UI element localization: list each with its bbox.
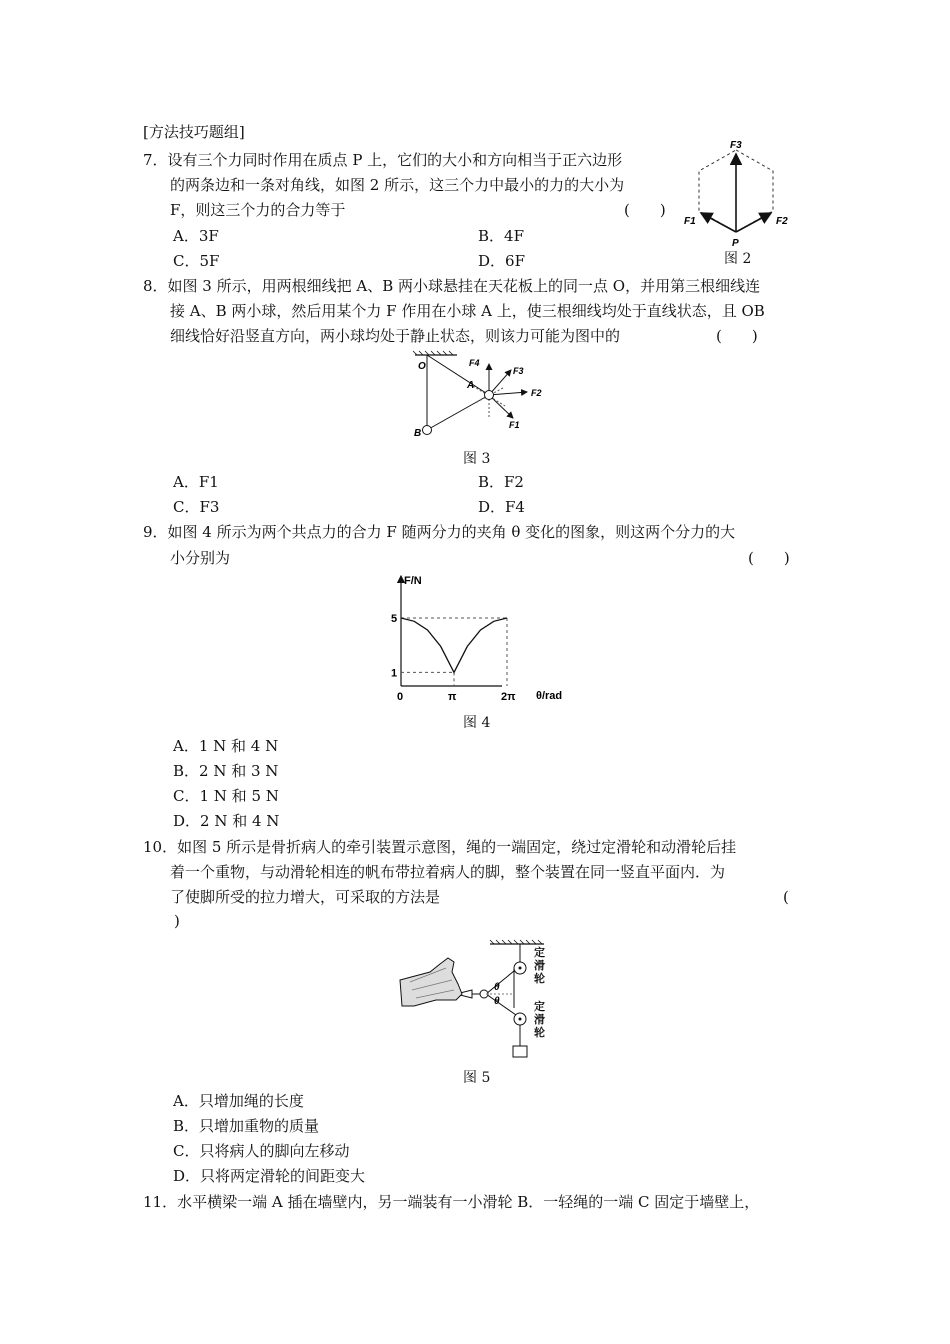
label-f2: F2 [531,388,542,398]
q11-line-1: 11．水平横梁一端 A 插在墙壁内，另一端装有一小滑轮 B．一轻绳的一端 C 固定于墙壁上， [143,1193,760,1211]
theta-lower: θ [494,996,500,1007]
q7-line-2: 的两条边和一条对角线，如图 2 所示，这三个力中最小的力的大小为 [170,176,625,194]
q10-option-b: B．只增加重物的质量 [173,1117,320,1135]
figure-5-caption: 图 5 [463,1070,491,1086]
bottom-pulley-axle [519,1018,522,1021]
y-tick-label: 5 [391,613,398,625]
q9-line-1: 9．如图 4 所示为两个共点力的合力 F 随两分力的夹角 θ 变化的图象，则这两个分力的大 [143,523,736,541]
force-f1-arrow [701,213,736,232]
label-f3: F3 [730,140,742,151]
q7-option-b: B．4F [478,227,524,245]
weight [513,1046,527,1057]
figure-2-hexagon [676,136,796,266]
q7-option-d: D．6F [478,252,525,270]
x-tick-label: 2π [500,691,516,703]
top-pulley-axle [519,967,522,970]
q10-line-3: 了使脚所受的拉力增大，可采取的方法是 [170,888,441,906]
q9-option-c: C．1 N 和 5 N [173,787,279,805]
q9-option-d: D．2 N 和 4 N [173,812,280,830]
q8-line-3: 细线恰好沿竖直方向，两小球均处于静止状态，则该力可能为图中的 [170,327,621,345]
label-f3: F3 [513,366,524,376]
q10-line-1: 10．如图 5 所示是骨折病人的牵引装置示意图，绳的一端固定，绕过定滑轮和动滑轮后挂 [143,838,737,856]
x-axis-label: θ/rad [536,690,563,702]
label-b: B [414,428,422,439]
rope-upper [486,971,514,994]
section-title: [方法技巧题组] [143,123,245,141]
label-a: A [467,380,475,391]
q10-line-2: 着一个重物，与动滑轮相连的帆布带拉着病人的脚，整个装置在同一竖直平面内．为 [170,863,726,881]
q8-line-1: 8．如图 3 所示，用两根细线把 A、B 两小球悬挂在天花板上的同一点 O，并用第三根细线连 [143,277,761,295]
x-tick-label: π [447,691,457,703]
force-f2-arrow [736,213,771,232]
q8-option-c: C．F3 [173,498,220,516]
patient-foot [400,958,462,1006]
q7-option-c: C．5F [173,252,220,270]
q8-option-d: D．F4 [478,498,525,516]
ceiling-hatch [413,351,453,355]
ball-b [423,426,432,435]
label-fixed-pulley-top: 定滑轮 [534,946,545,985]
q9-option-b: B．2 N 和 3 N [173,762,279,780]
label-f2: F2 [776,216,788,227]
figure-4-caption: 图 4 [463,715,491,731]
figure-4-chart [370,568,570,710]
series-line-0 [401,618,507,672]
label-fixed-pulley-bottom: 定滑轮 [534,1000,545,1039]
label-f4: F4 [469,358,480,368]
q10-option-d: D．只将两定滑轮的间距变大 [173,1167,366,1185]
string-ab [427,395,489,430]
q9-option-a: A．1 N 和 4 N [173,737,279,755]
y-tick-label: 1 [391,667,398,680]
theta-upper: θ [494,982,500,993]
q10-paren-open: ( [783,888,789,906]
figure-3-caption: 图 3 [463,451,491,467]
q8-answer-paren: ( ) [716,327,758,345]
q8-option-b: B．F2 [478,473,524,491]
ball-a [485,391,494,400]
label-o: O [418,361,426,372]
rope-lower [486,994,516,1015]
q7-line-1: 7．设有三个力同时作用在质点 P 上，它们的大小和方向相当于正六边形 [143,151,623,169]
figure-2-caption: 图 2 [724,251,752,267]
label-p: P [732,238,739,249]
label-f1: F1 [684,216,696,227]
q10-paren-close: ) [174,912,180,930]
q10-option-c: C．只将病人的脚向左移动 [173,1142,350,1160]
q8-option-a: A．F1 [173,473,219,491]
x-tick-label: 0 [397,691,404,703]
q7-answer-paren: ( ) [624,201,666,219]
label-f1: F1 [509,420,520,430]
string-oa [427,355,489,395]
q7-line-3: F，则这三个力的合力等于 [170,201,346,219]
q8-line-2: 接 A、B 两小球，然后用某个力 F 作用在小球 A 上，使三根细线均处于直线状态，且 OB [170,302,765,320]
q9-answer-paren: ( ) [748,549,790,567]
q7-option-a: A．3F [173,227,219,245]
figure-3-pendulum [405,350,555,445]
q10-option-a: A．只增加绳的长度 [173,1092,304,1110]
q9-line-2: 小分别为 [170,549,231,567]
y-axis-label: F/N [404,575,422,587]
